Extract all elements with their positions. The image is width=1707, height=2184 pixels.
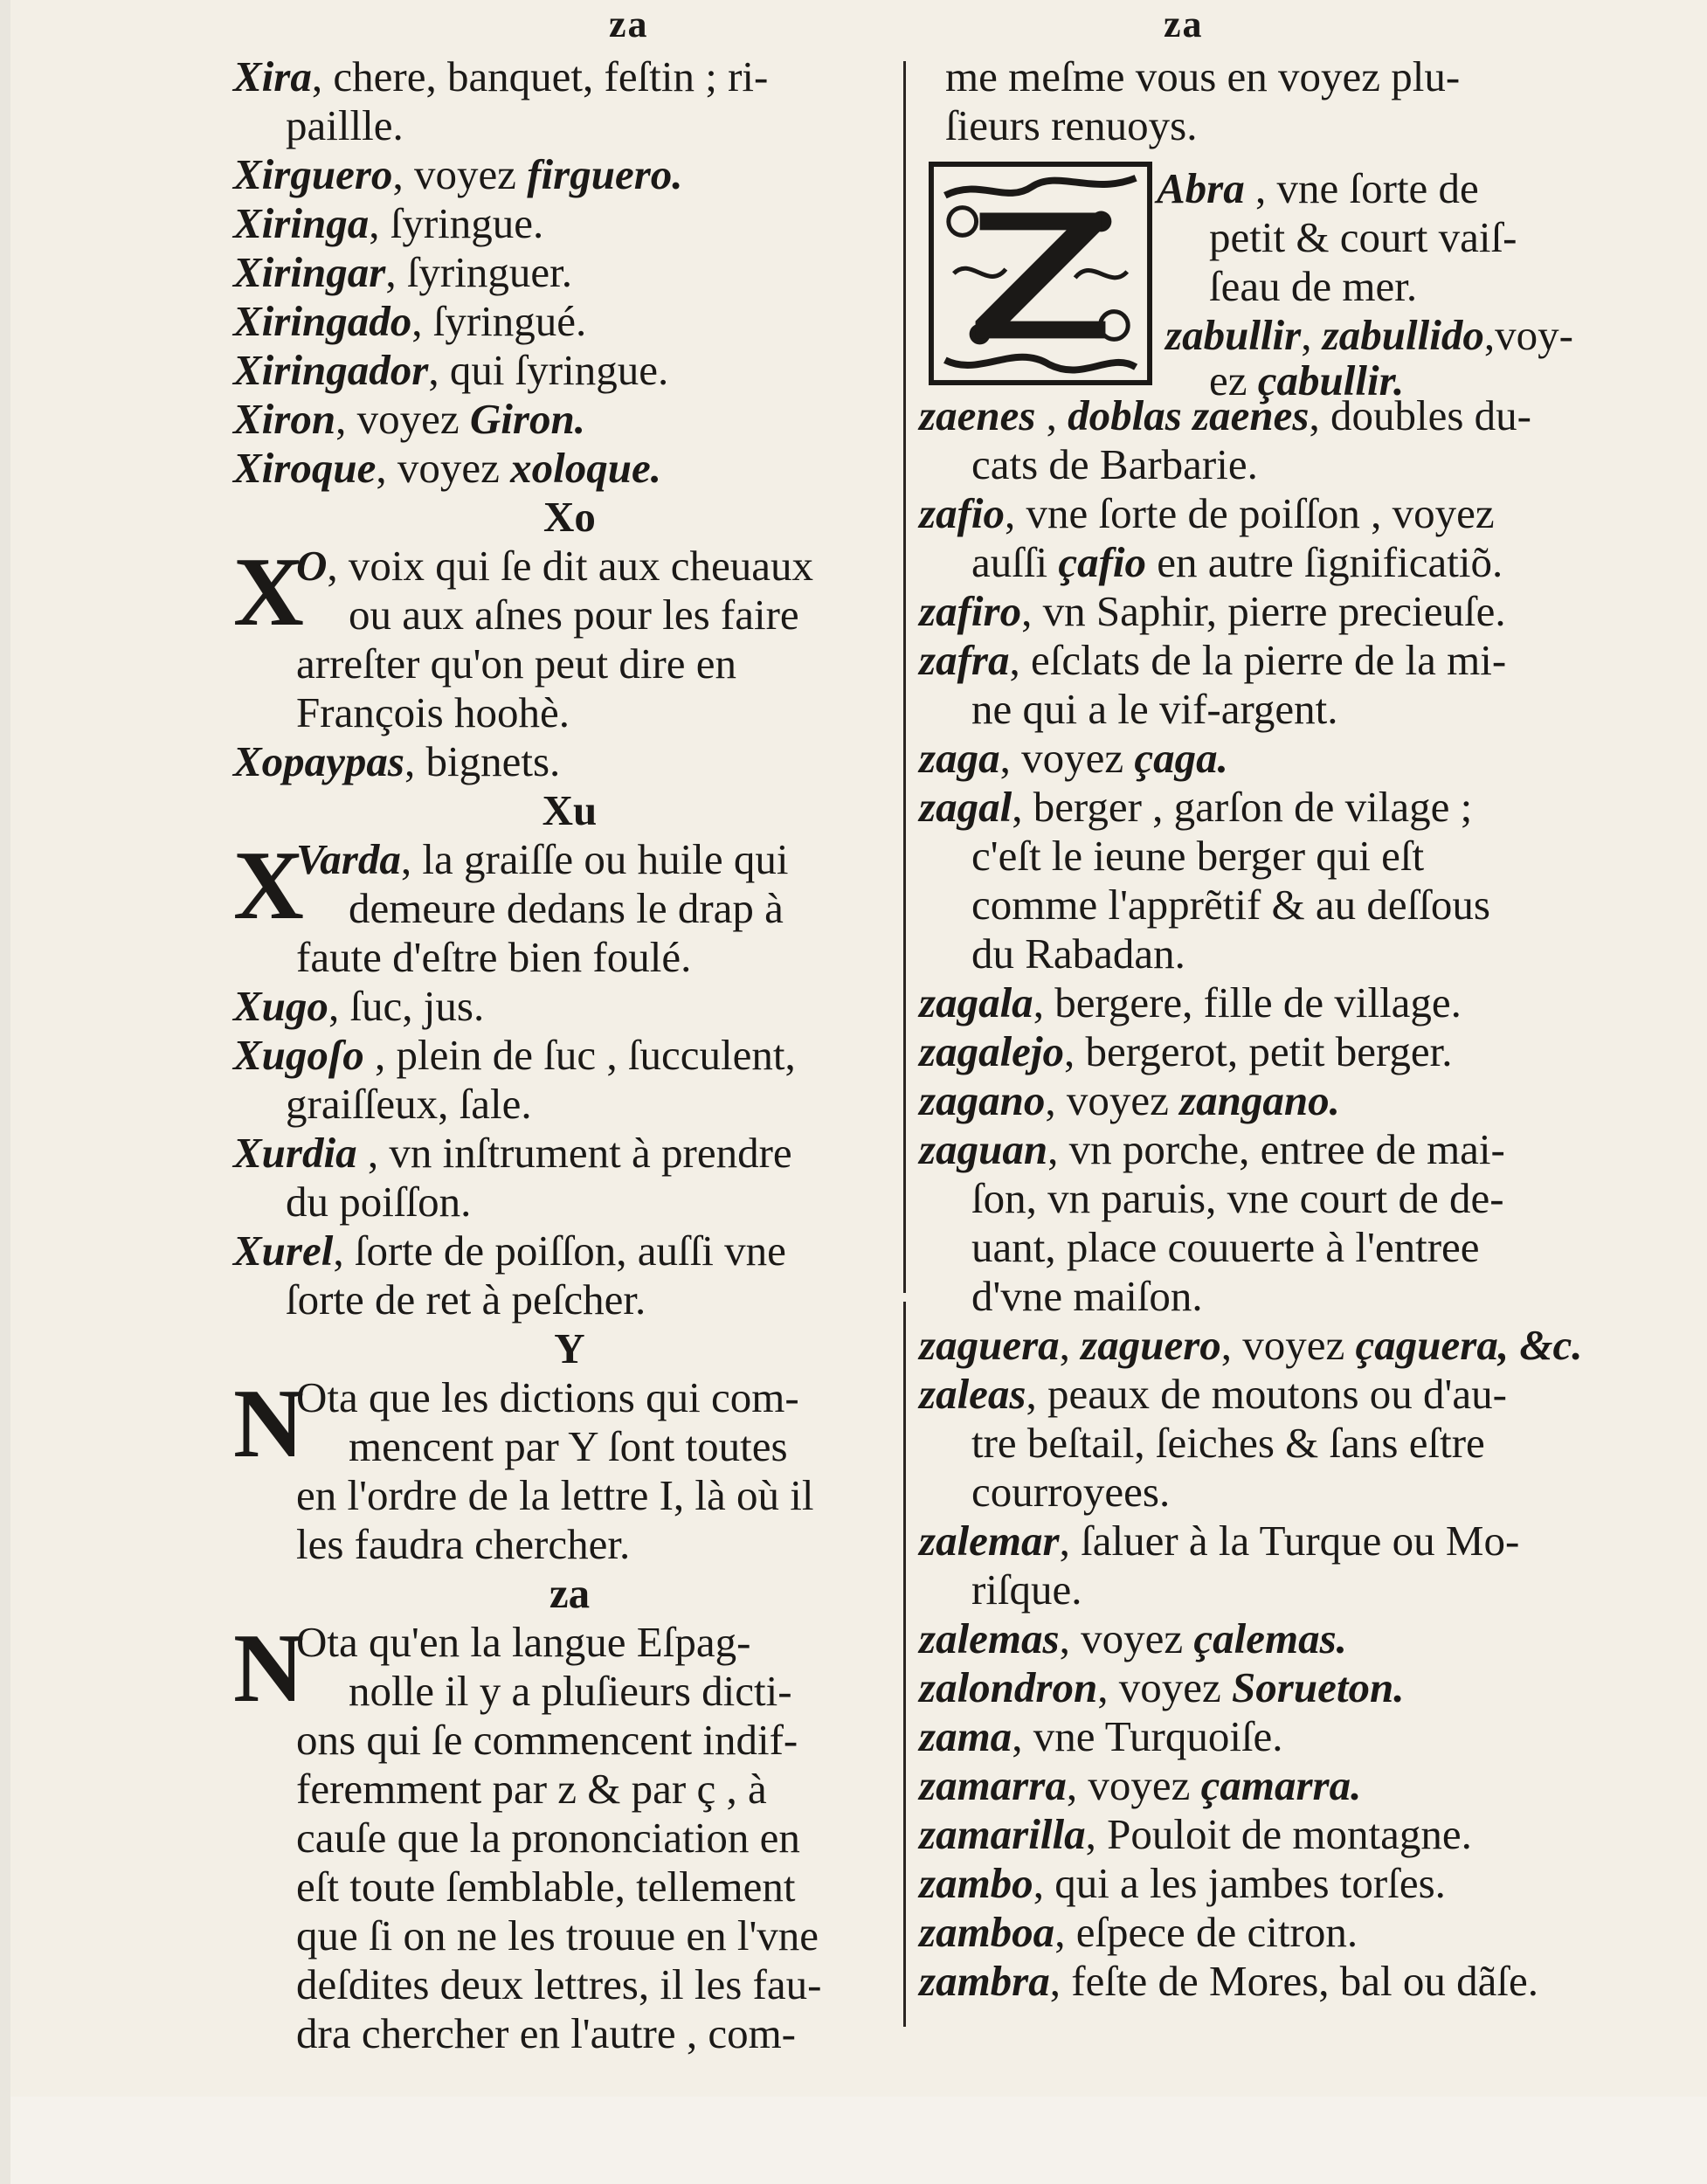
drop-cap-entry-za: N Ota qu'en la langue Eſpag- nolle il y a pluſieurs dicti- ons qui ſe commencent indif- feremment par z & par ç , à cauſe que la prononciation en eſt toute ſemblable, tellement que ſi on ne les trouue en l'vne deſdites deux lettres, il les fau- dra chercher en l'autre , com- xyxy=(233,1614,822,2057)
dictionary-entry-continuation: tre beſtail, ſeiches & ſans eſtre xyxy=(971,1419,1485,1467)
book-page xyxy=(10,0,1707,2184)
dictionary-entry: zambo, qui a les jambes torſes. xyxy=(919,1859,1446,1907)
drop-cap: X xyxy=(233,538,304,646)
dictionary-entry: zalemar, ſaluer à la Turque ou Mo- xyxy=(919,1517,1520,1565)
dictionary-entry: Xiringa, ſyringue. xyxy=(233,199,544,247)
dictionary-entry: Xirguero, voyez firguero. xyxy=(233,150,683,198)
section-heading-xu: Xu xyxy=(542,786,598,834)
drop-cap: N xyxy=(233,1614,304,1723)
dictionary-entry-continuation: c'eſt le ieune berger qui eſt xyxy=(971,832,1425,880)
dictionary-entry-continuation: riſque. xyxy=(971,1565,1082,1614)
dictionary-entry: Xurdia , vn inſtrument à prendre xyxy=(233,1129,792,1177)
dictionary-entry: zama, vne Turquoiſe. xyxy=(919,1712,1283,1760)
dictionary-entry-continuation: comme l'apprẽtif & au deſſous xyxy=(971,881,1490,929)
dictionary-entry: zaenes , doblas zaenes, doubles du- xyxy=(919,391,1531,439)
dictionary-entry-continuation: ne qui a le vif-argent. xyxy=(971,685,1338,733)
dictionary-entry: zagala, bergere, fille de village. xyxy=(919,978,1462,1026)
continuation-line: me meſme vous en voyez plu- xyxy=(945,52,1461,100)
dictionary-entry: Xugo, ſuc, jus. xyxy=(233,982,485,1030)
dictionary-entry-continuation: uant, place couuerte à l'entree xyxy=(971,1223,1480,1271)
drop-cap-entry-xo: X O, voix qui ſe dit aux cheuaux ou aux aſnes pour les faire arreſter qu'on peut dire en François hoohè. xyxy=(233,538,813,736)
dictionary-entry-continuation: du poiſſon. xyxy=(286,1178,472,1226)
running-head-right: za xyxy=(1164,3,1204,45)
dictionary-entry: Xugoſo , plein de ſuc , ſucculent, xyxy=(233,1031,796,1079)
dictionary-entry: Xiringado, ſyringué. xyxy=(233,297,587,345)
drop-cap: N xyxy=(233,1370,304,1478)
dictionary-entry: Xiroque, voyez xoloque. xyxy=(233,444,661,492)
drop-cap-entry-y: N Ota que les dictions qui com- mencent par Y ſont toutes en l'ordre de la lettre I, là où il les faudra chercher. xyxy=(233,1370,814,1568)
dictionary-entry: zafio, vne ſorte de poiſſon , voyez xyxy=(919,489,1495,537)
dictionary-entry: zamboa, eſpece de citron. xyxy=(919,1908,1358,1956)
dictionary-entry: zaga, voyez çaga. xyxy=(919,734,1228,782)
dictionary-entry-continuation: du Rabadan. xyxy=(971,930,1185,978)
dictionary-entry: Xiringar, ſyringuer. xyxy=(233,248,572,296)
dictionary-entry: zagalejo, bergerot, petit berger. xyxy=(919,1027,1453,1075)
ornamental-initial-z-icon xyxy=(928,161,1153,386)
dictionary-entry-continuation: paillle. xyxy=(286,101,404,149)
dictionary-entry: Xopaypas, bignets. xyxy=(233,737,561,785)
dictionary-entry: zamarilla, Pouloit de montagne. xyxy=(919,1810,1472,1858)
dictionary-entry: zafra, eſclats de la pierre de la mi- xyxy=(919,636,1507,684)
continuation-line: ſieurs renuoys. xyxy=(945,101,1198,149)
dictionary-entry: Xurel, ſorte de poiſſon, auſſi vne xyxy=(233,1227,786,1275)
dictionary-entry: Xiron, voyez Giron. xyxy=(233,395,585,443)
dictionary-entry: zalondron, voyez Sorueton. xyxy=(919,1663,1405,1711)
dictionary-entry-continuation: graiſſeux, ſale. xyxy=(286,1080,532,1128)
dictionary-entry-continuation: auſſi çafio en autre ſignificatiõ. xyxy=(971,538,1503,586)
dictionary-entry: zagano, voyez zangano. xyxy=(919,1076,1340,1124)
dictionary-entry: zaguan, vn porche, entree de mai- xyxy=(919,1125,1505,1173)
left-column-body xyxy=(233,52,906,2058)
dictionary-entry: Xira, chere, banquet, feſtin ; ri- xyxy=(233,52,769,100)
dictionary-entry-continuation: ſorte de ret à peſcher. xyxy=(286,1275,646,1324)
dictionary-entry: zamarra, voyez çamarra. xyxy=(919,1761,1362,1809)
dictionary-entry-continuation: d'vne maiſon. xyxy=(971,1272,1203,1320)
dictionary-entry: zagal, berger , garſon de vilage ; xyxy=(919,783,1473,831)
dictionary-entry: zafiro, vn Saphir, pierre precieuſe. xyxy=(919,587,1506,635)
section-heading-xo: Xo xyxy=(543,493,596,541)
section-heading-za: za xyxy=(549,1569,591,1617)
dictionary-entry: Xiringador, qui ſyringue. xyxy=(233,346,669,394)
dictionary-entry: zaguera, zaguero, voyez çaguera, &c. xyxy=(919,1321,1583,1369)
dictionary-entry: zaleas, peaux de moutons ou d'au- xyxy=(919,1370,1507,1418)
right-column-body xyxy=(919,52,1592,2006)
drop-cap: X xyxy=(233,832,304,940)
dictionary-entry: zalemas, voyez çalemas. xyxy=(919,1614,1347,1662)
section-heading-y: Y xyxy=(554,1324,585,1372)
running-head-left: za xyxy=(609,3,649,45)
drop-cap-entry-xu: X Varda, la graiſſe ou huile qui demeure dedans le drap à faute d'eſtre bien foulé. xyxy=(233,832,789,981)
ornamented-initial-entry: Abra , vne ſorte de petit & court vaiſ- ſeau de mer. zabullir, zabullido,voy- ez çabullir. xyxy=(919,161,1592,391)
dictionary-entry-continuation: ſon, vn paruis, vne court de de- xyxy=(971,1174,1504,1222)
dictionary-entry-continuation: courroyees. xyxy=(971,1468,1171,1516)
page-bottom-margin xyxy=(10,2097,1707,2184)
dictionary-entry-continuation: cats de Barbarie. xyxy=(971,440,1258,488)
dictionary-entry: zambra, feſte de Mores, bal ou dãſe. xyxy=(919,1957,1538,2005)
